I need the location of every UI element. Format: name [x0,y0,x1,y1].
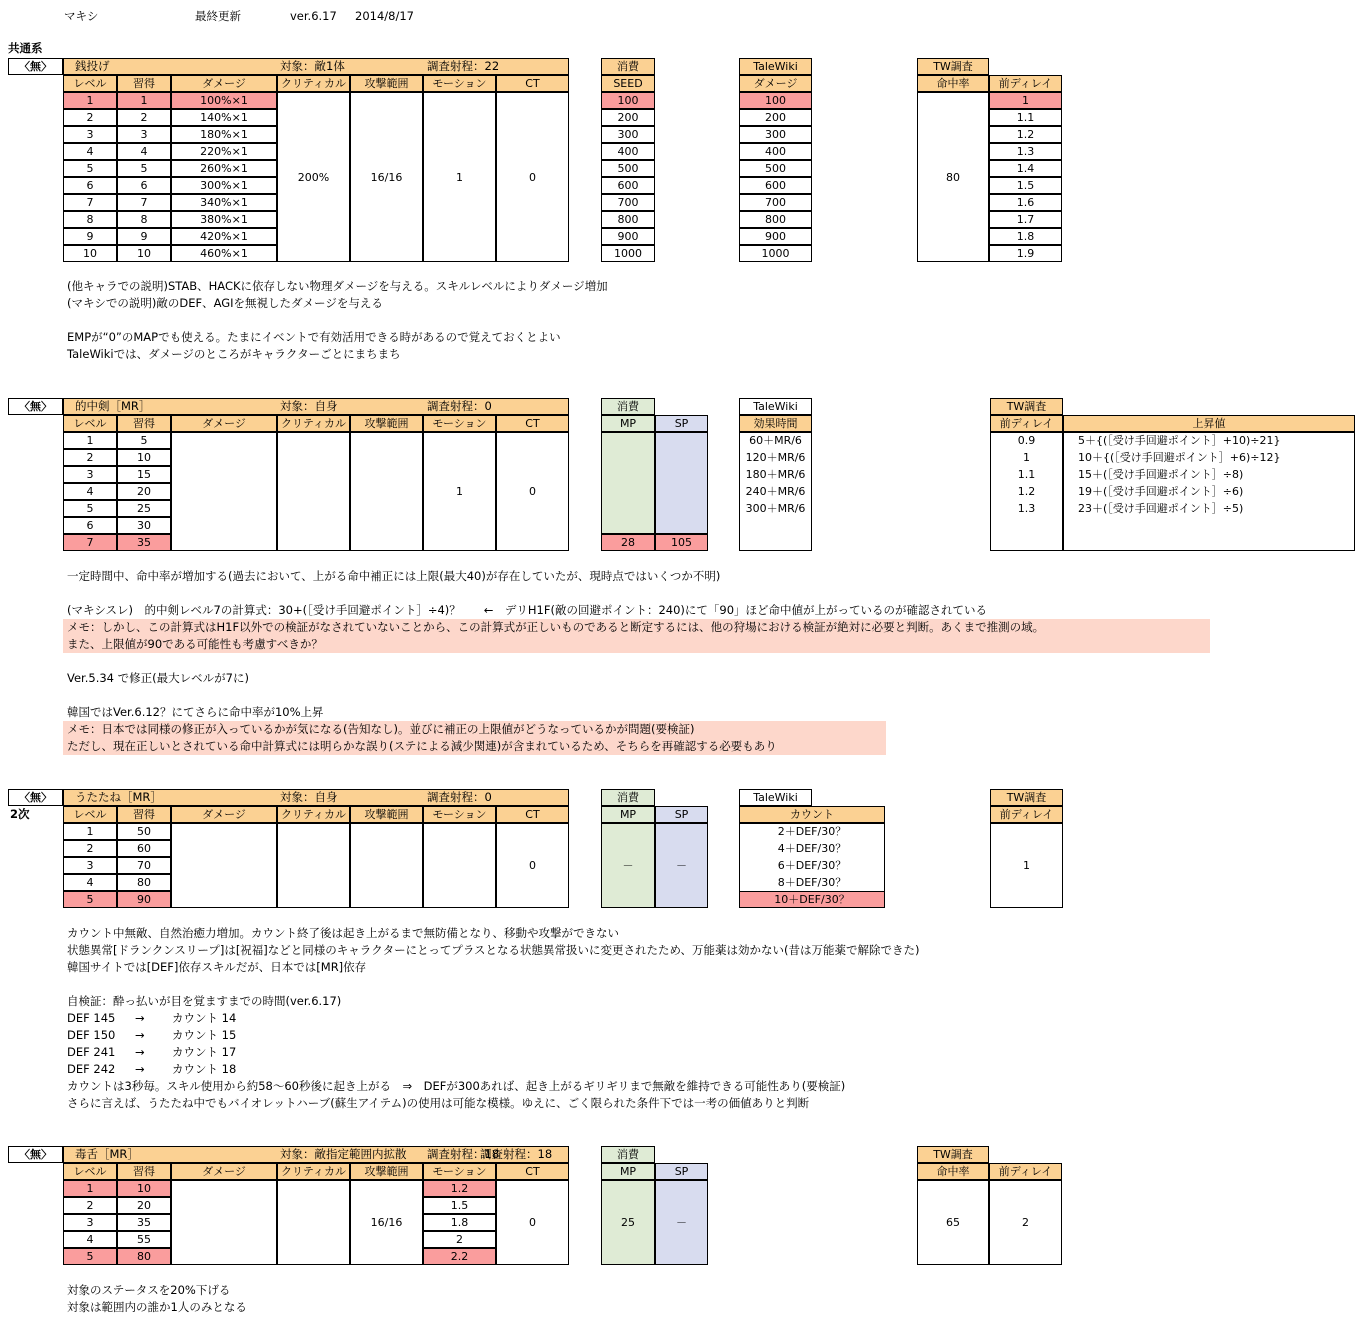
sp-header: SP [655,1163,708,1180]
damage-cell: 380%×1 [171,211,277,228]
skill-name: 的中剣［MR］ [75,399,151,413]
talewiki-damage-cell: 1000 [739,245,812,262]
sp-header: SP [655,415,708,432]
level-cell: 1 [63,1180,117,1197]
level-cell: 8 [63,211,117,228]
learn-cell: 60 [117,840,171,857]
damage-cell: 180%×1 [171,126,277,143]
ct-cell: 0 [496,432,569,551]
test-arrow: → [135,1011,145,1025]
sp-cell: － [655,1180,708,1265]
rise-cell: 19＋(［受け手回避ポイント］÷6) [1078,485,1244,498]
test-arrow: → [135,1028,145,1042]
level-cell: 7 [63,194,117,211]
column-header: CT [496,75,569,92]
test-def: DEF 242 [67,1062,116,1076]
column-header: モーション [423,806,496,823]
predelay-cell: 1.7 [989,211,1062,228]
range-cell [350,432,423,551]
updated-label: 最終更新 [195,9,241,23]
secondary-label: 2次 [10,807,30,821]
talewiki-header: TaleWiki [739,789,812,806]
predelay-cell: 1 [990,823,1063,908]
skill-probe-range: 調査射程：18 [427,1147,500,1161]
talewiki-damage-cell: 100 [739,92,812,109]
level-cell: 2 [63,109,117,126]
predelay-cell: 1.8 [989,228,1062,245]
learn-cell: 80 [117,1248,171,1265]
range-cell: 16/16 [350,92,423,262]
category-label: 〈無〉 [8,398,63,415]
mp-cell: 25 [601,1180,655,1265]
version-label: ver.6.17 [290,9,337,23]
talewiki-damage-cell: 700 [739,194,812,211]
damage-cell: 140%×1 [171,109,277,126]
damage-cell: 220%×1 [171,143,277,160]
level-cell: 1 [63,432,117,449]
critical-cell [277,1180,350,1265]
skill-note: (マキシでの説明)敵のDEF、AGIを無視したダメージを与える [67,296,383,310]
cost-header: 消費 [601,1146,655,1163]
count-cell: 2＋DEF/30？ [777,825,847,838]
predelay-cell: 1 [1023,451,1030,464]
level-cell: 3 [63,126,117,143]
level-cell: 1 [63,92,117,109]
column-header: レベル [63,415,117,432]
duration-cell: 60＋MR/6 [749,434,802,447]
column-header: レベル [63,806,117,823]
column-header: モーション [423,75,496,92]
talewiki-damage-cell: 400 [739,143,812,160]
skill-name: 毒舌［MR］ [75,1147,139,1161]
skill-target: 対象：敵1体 [280,59,345,73]
skill-name: うたたね［MR］ [75,790,162,804]
motion-cell: 1 [423,432,496,551]
tw-header: TW調査 [917,1146,989,1163]
learn-cell: 10 [117,449,171,466]
skill-note: また、上限値が90である可能性も考慮すべきか？ [67,637,323,651]
skill-note: カウント中無敵、自然治癒力増加。カウント終了後は起き上がるまで無防備となり、移動や攻撃ができない [67,926,619,940]
talewiki-damage-cell: 500 [739,160,812,177]
duration-cell: 300＋MR/6 [745,502,806,515]
column-header: 習得 [117,75,171,92]
character-name: マキシ [64,9,99,23]
ct-cell: 0 [496,1180,569,1265]
predelay-cell: 1.2 [989,126,1062,143]
level-cell: 4 [63,483,117,500]
sp-cell: － [655,823,708,908]
level-cell: 3 [63,466,117,483]
duration-header: 効果時間 [739,415,812,432]
mp-header: MP [601,415,655,432]
critical-cell [277,432,350,551]
category-label: 〈無〉 [8,1146,63,1163]
duration-cell: 180＋MR/6 [745,468,806,481]
test-count: カウント 18 [172,1062,237,1076]
column-header: クリティカル [277,806,350,823]
talewiki-damage-cell: 900 [739,228,812,245]
skill-target: 対象：自身 [280,399,338,413]
column-header: クリティカル [277,415,350,432]
cost-header: 消費 [601,398,655,415]
section-common-label: 共通系 [8,41,43,55]
skill-note: 自検証：酔っ払いが目を覚ますまでの時間(ver.6.17) [67,994,342,1008]
damage-cell: 260%×1 [171,160,277,177]
range-cell: 16/16 [350,1180,423,1265]
talewiki-header: TaleWiki [739,398,812,415]
level-cell: 6 [63,177,117,194]
level-cell: 4 [63,143,117,160]
hit-header: 命中率 [917,75,989,92]
learn-cell: 35 [117,1214,171,1231]
count-header: カウント [739,806,885,823]
level-cell: 5 [63,500,117,517]
skill-note: 韓国ではVer.6.12？にてさらに命中率が10%上昇 [67,705,324,719]
learn-cell: 8 [117,211,171,228]
category-label: 〈無〉 [8,789,63,806]
learn-cell: 35 [117,534,171,551]
level-cell: 6 [63,517,117,534]
seed-cell: 100 [601,92,655,109]
column-header: クリティカル [277,1163,350,1180]
damage-cell [171,823,277,908]
talewiki-damage-cell: 300 [739,126,812,143]
test-def: DEF 150 [67,1028,116,1042]
level-cell: 2 [63,1197,117,1214]
ct-cell: 0 [496,92,569,262]
predelay-header: 前ディレイ [990,415,1063,432]
count-cell: 8＋DEF/30？ [777,876,847,889]
predelay-cell: 1.3 [1017,502,1036,515]
skill-note: 一定時間中、命中率が増加する(過去において、上がる命中補正には上限(最大40)が存在していたが、現時点ではいくつか不明) [67,569,721,583]
rise-cell: 15＋(［受け手回避ポイント］÷8) [1078,468,1244,481]
column-header: クリティカル [277,75,350,92]
predelay-cell: 1.4 [989,160,1062,177]
rise-header: 上昇値 [1063,415,1355,432]
level-cell: 5 [63,891,117,908]
duration-cell: 240＋MR/6 [745,485,806,498]
level-cell: 9 [63,228,117,245]
column-header: ダメージ [171,75,277,92]
skill-probe-range: 調査射程：0 [427,790,492,804]
level-cell: 3 [63,1214,117,1231]
column-header: CT [496,415,569,432]
seed-cell: 1000 [601,245,655,262]
talewiki-damage-cell: 800 [739,211,812,228]
range-cell [350,823,423,908]
cost-header: 消費 [601,58,655,75]
predelay-header: 前ディレイ [989,1163,1062,1180]
learn-cell: 50 [117,823,171,840]
rise-cell: 23＋(［受け手回避ポイント］÷5) [1078,502,1244,515]
predelay-header: 前ディレイ [989,75,1062,92]
learn-cell: 15 [117,466,171,483]
skill-name: 銭投げ [75,59,110,73]
learn-cell: 7 [117,194,171,211]
predelay-cell: 1.5 [989,177,1062,194]
tw-header: TW調査 [990,789,1063,806]
count-cell: 6＋DEF/30？ [777,859,847,872]
column-header: レベル [63,1163,117,1180]
level-cell: 4 [63,874,117,891]
skill-note: さらに言えば、うたたね中でもバイオレットハーブ(蘇生アイテム)の使用は可能な模様。ゆえに、ごく限られた条件下では一考の価値ありと判断 [67,1096,810,1110]
test-def: DEF 145 [67,1011,116,1025]
ct-cell: 0 [496,823,569,908]
predelay-cell: 1.6 [989,194,1062,211]
hit-cell: 65 [917,1180,989,1265]
skill-note: メモ：日本では同様の修正が入っているかが気になる(告知なし)。並びに補正の上限値がどうなっているかが問題(要検証) [67,722,695,736]
duration-cell: 120＋MR/6 [745,451,806,464]
skill-target: 対象：敵指定範囲内拡散 [280,1147,407,1161]
column-header: 習得 [117,415,171,432]
rise-cell: 5＋{(［受け手回避ポイント］+10)÷21} [1078,434,1281,447]
learn-cell: 10 [117,245,171,262]
learn-cell: 25 [117,500,171,517]
test-def: DEF 241 [67,1045,116,1059]
skill-note: メモ：しかし、この計算式はH1F以外での検証がなされていないことから、この計算式が正しいものであると断定するには、他の狩場における検証が絶対に必要と判断。あくまで推測の域。 [67,620,1045,634]
predelay-cell: 2 [989,1180,1062,1265]
mp-cell [601,432,655,534]
skill-note: EMPが“0”のMAPでも使える。たまにイベントで有効活用できる時があるので覚えておくとよい [67,330,561,344]
sp-header: SP [655,806,708,823]
learn-cell: 5 [117,432,171,449]
learn-cell: 20 [117,483,171,500]
mp-header: MP [601,806,655,823]
level-cell: 3 [63,857,117,874]
damage-cell [171,1180,277,1265]
level-cell: 2 [63,449,117,466]
critical-cell: 200% [277,92,350,262]
skill-note: 韓国サイトでは[DEF]依存スキルだが、日本では[MR]依存 [67,960,367,974]
count-cell: 10＋DEF/30？ [739,891,885,908]
seed-cell: 300 [601,126,655,143]
column-header: CT [496,806,569,823]
category-label: 〈無〉 [8,58,63,75]
seed-cell: 400 [601,143,655,160]
predelay-cell: 1.3 [989,143,1062,160]
learn-cell: 30 [117,517,171,534]
skill-probe-range: 調査射程：0 [427,399,492,413]
sp-value: 105 [655,534,708,551]
motion-cell: 1.5 [423,1197,496,1214]
test-count: カウント 17 [172,1045,237,1059]
learn-cell: 1 [117,92,171,109]
update-date: 2014/8/17 [355,9,414,23]
predelay-header: 前ディレイ [990,806,1063,823]
cost-header: 消費 [601,789,655,806]
skill-target: 対象：自身 [280,790,338,804]
tw-header: TW調査 [990,398,1063,415]
seed-cell: 700 [601,194,655,211]
critical-cell [277,823,350,908]
damage-cell: 100%×1 [171,92,277,109]
column-header: 攻撃範囲 [350,806,423,823]
seed-cell: 800 [601,211,655,228]
predelay-cell: 1 [989,92,1062,109]
level-cell: 4 [63,1231,117,1248]
damage-cell: 300%×1 [171,177,277,194]
level-cell: 7 [63,534,117,551]
skill-probe-range: 調査射程：18 [480,1147,553,1161]
level-cell: 10 [63,245,117,262]
column-header: ダメージ [171,415,277,432]
talewiki-damage-header: ダメージ [739,75,812,92]
column-header: CT [496,1163,569,1180]
column-header: ダメージ [171,806,277,823]
learn-cell: 9 [117,228,171,245]
tw-header: TW調査 [917,58,989,75]
damage-cell: 460%×1 [171,245,277,262]
learn-cell: 55 [117,1231,171,1248]
hit-cell: 80 [917,92,989,262]
motion-cell [423,823,496,908]
column-header: 習得 [117,806,171,823]
learn-cell: 10 [117,1180,171,1197]
seed-cell: 200 [601,109,655,126]
motion-cell: 2.2 [423,1248,496,1265]
mp-cell: － [601,823,655,908]
column-header: 攻撃範囲 [350,75,423,92]
test-count: カウント 14 [172,1011,237,1025]
column-header: モーション [423,415,496,432]
predelay-cell: 1.9 [989,245,1062,262]
learn-cell: 80 [117,874,171,891]
skill-note: Ver.5.34 で修正(最大レベルが7に) [67,671,249,685]
column-header: 攻撃範囲 [350,1163,423,1180]
motion-cell: 2 [423,1231,496,1248]
mp-header: MP [601,1163,655,1180]
motion-cell: 1 [423,92,496,262]
column-header: モーション [423,1163,496,1180]
mp-value: 28 [601,534,655,551]
predelay-cell: 1.1 [1017,468,1036,481]
learn-cell: 6 [117,177,171,194]
skill-probe-range: 調査射程：22 [427,59,500,73]
learn-cell: 70 [117,857,171,874]
level-cell: 2 [63,840,117,857]
learn-cell: 5 [117,160,171,177]
talewiki-damage-cell: 200 [739,109,812,126]
seed-cell: 500 [601,160,655,177]
predelay-cell: 1.2 [1017,485,1036,498]
level-cell: 5 [63,160,117,177]
motion-cell: 1.8 [423,1214,496,1231]
learn-cell: 2 [117,109,171,126]
skill-note: カウントは3秒毎。スキル使用から約58～60秒後に起き上がる ⇒ DEFが300あれば、起き上がるギリギリまで無敵を維持できる可能性あり(要検証) [67,1079,846,1093]
learn-cell: 3 [117,126,171,143]
skill-note: (マキシスレ) 的中剣レベル7の計算式：30+(［受け手回避ポイント］÷4)？ ← デリH1F(敵の回避ポイント：240)にて「90」ほど命中値が上がっているのが確認されている [67,603,988,617]
test-arrow: → [135,1062,145,1076]
skill-note: 対象のステータスを20%下げる [67,1283,231,1297]
skill-note: ただし、現在正しいとされている命中計算式には明らかな誤り(ステによる減少関連)が含まれているため、そちらを再確認する必要もあり [67,739,777,753]
learn-cell: 90 [117,891,171,908]
sp-cell [655,432,708,534]
seed-header: SEED [601,75,655,92]
level-cell: 1 [63,823,117,840]
rise-cell: 10＋{(［受け手回避ポイント］+6)÷12} [1078,451,1281,464]
talewiki-damage-cell: 600 [739,177,812,194]
learn-cell: 20 [117,1197,171,1214]
seed-cell: 900 [601,228,655,245]
skill-note: 状態異常[ドランクンスリープ]は[祝福]などと同様のキャラクターにとってプラスとなる状態異常扱いに変更されたため、万能薬は効かない(昔は万能薬で解除できた) [67,943,920,957]
column-header: レベル [63,75,117,92]
motion-cell: 1.2 [423,1180,496,1197]
talewiki-header: TaleWiki [739,58,812,75]
skill-note: TaleWikiでは、ダメージのところがキャラクターごとにまちまち [67,347,401,361]
seed-cell: 600 [601,177,655,194]
damage-cell: 420%×1 [171,228,277,245]
test-arrow: → [135,1045,145,1059]
count-cell: 4＋DEF/30？ [777,842,847,855]
skill-note: (他キャラでの説明)STAB、HACKに依存しない物理ダメージを与える。スキルレベルによりダメージ増加 [67,279,608,293]
column-header: ダメージ [171,1163,277,1180]
column-header: 攻撃範囲 [350,415,423,432]
hit-header: 命中率 [917,1163,989,1180]
predelay-cell: 0.9 [1017,434,1036,447]
level-cell: 5 [63,1248,117,1265]
skill-note: 対象は範囲内の誰か1人のみとなる [67,1300,247,1314]
learn-cell: 4 [117,143,171,160]
damage-cell: 340%×1 [171,194,277,211]
damage-cell [171,432,277,551]
test-count: カウント 15 [172,1028,237,1042]
column-header: 習得 [117,1163,171,1180]
predelay-cell: 1.1 [989,109,1062,126]
